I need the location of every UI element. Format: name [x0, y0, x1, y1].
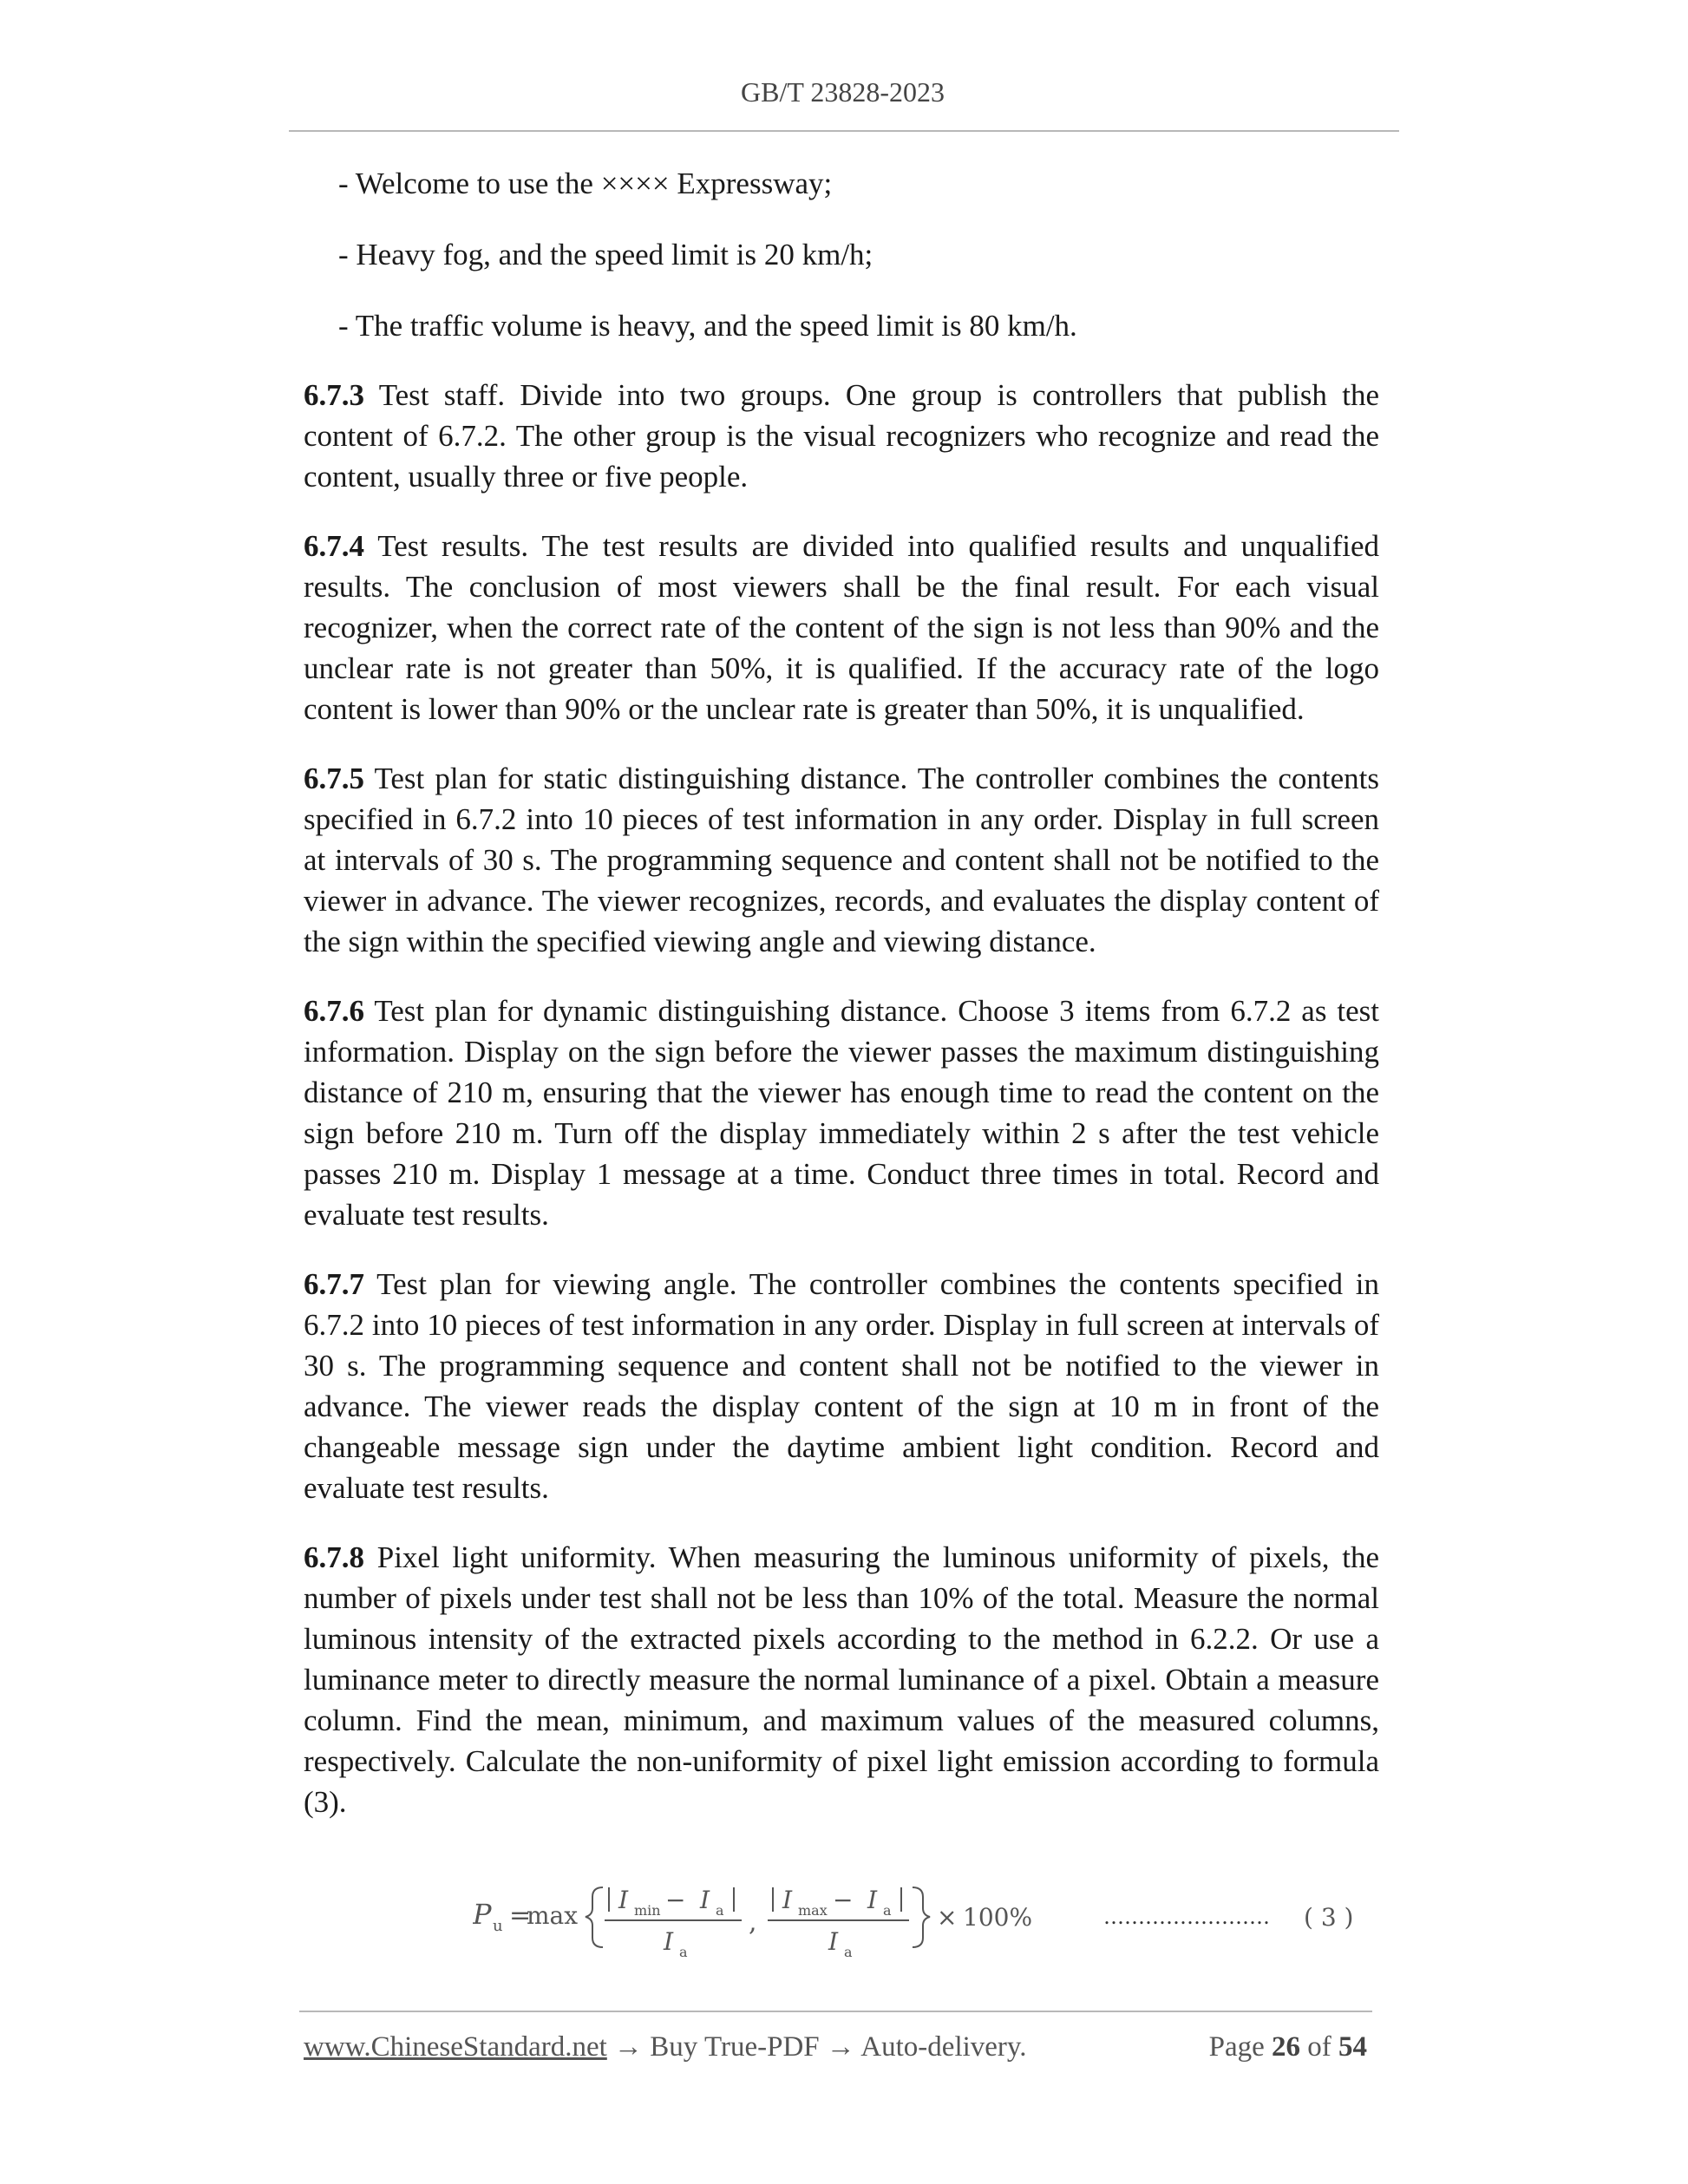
formula-number: ( 3 ) — [1304, 1903, 1354, 1932]
bullet-heavy-fog: - Heavy fog, and the speed limit is 20 km/h; — [338, 238, 873, 271]
clause-number: 6.7.7 — [304, 1267, 364, 1301]
right-brace-shape — [913, 1887, 930, 1947]
clause-number: 6.7.6 — [304, 994, 364, 1028]
document-body — [304, 163, 1379, 1851]
clause-6-7-7 — [304, 1264, 1379, 1508]
promo-text: → Buy True-PDF → Auto-delivery. — [606, 2031, 1027, 2063]
term2-top-a: I — [782, 1886, 793, 1914]
formula-percent: 100% — [963, 1903, 1033, 1932]
formula-separator: , — [749, 1907, 757, 1938]
page-header: GB/T 23828-2023 — [741, 76, 945, 108]
term1-minus: − — [665, 1886, 686, 1914]
footer-divider — [299, 2011, 1372, 2012]
formula-times: × — [937, 1903, 958, 1932]
clause-text: Test staff. Divide into two groups. One group is controllers that publish the content of 6.7.2. The other group is the visual recognizers who recognize and read the content, usually three or five people. — [304, 378, 1380, 494]
formula-equals: = — [509, 1900, 532, 1931]
term1-denominator-sub: a — [679, 1944, 688, 1960]
page-current: 26 — [1272, 2031, 1300, 2063]
clause-number: 6.7.8 — [304, 1540, 364, 1574]
formula-leader-dots: …………………… — [1103, 1905, 1270, 1929]
clause-6-7-6 — [304, 991, 1379, 1235]
formula-graphic — [473, 1875, 1384, 1962]
term1-top-a: I — [618, 1886, 629, 1914]
site-link[interactable]: www.ChineseStandard.net — [304, 2031, 607, 2063]
formula-max: max — [527, 1901, 579, 1930]
page-word: Page — [1208, 2031, 1265, 2063]
clause-number: 6.7.5 — [304, 762, 364, 795]
clause-text: Test plan for static distinguishing distance. The controller combines the contents specified in 6.7.2 into 10 pieces of test information in any order. Display in full screen at intervals of 30 s. The programming sequence and content shall not be notified to the viewer in advance. The viewer recognizes, records, and evaluates the display content of the sign within the specified viewing angle and viewing distance. — [304, 762, 1379, 958]
header-divider — [289, 130, 1399, 132]
formula-lhs-subscript: u — [493, 1917, 503, 1935]
term2-denominator: I — [828, 1927, 839, 1956]
term2-minus: − — [833, 1886, 854, 1914]
term2-denominator-sub: a — [844, 1944, 853, 1960]
clause-text: Test plan for viewing angle. The controller combines the contents specified in 6.7.2 into 10 pieces of test information in any order. Display in full screen at intervals of 30 s. The programming sequence and content shall not be notified to the viewer in advance. The viewer reads the display content of the sign at 10 m in front of the changeable message sign under the daytime ambient light condition. Record and evaluate test results. — [304, 1267, 1380, 1505]
term2-top-b: I — [867, 1886, 878, 1914]
term1-top-b-sub: a — [716, 1902, 724, 1919]
term1-top-b: I — [700, 1886, 710, 1914]
clause-text: Test results. The test results are divided into qualified results and unqualified results. The conclusion of most viewers shall be the final result. For each visual recognizer, when the correct rate of the content of the sign is not less than 90% and the unclear rate is not greater than 50%, it is qualified. If the accuracy rate of the logo content is lower than 90% or the unclear rate is greater than 50%, it is unqualified. — [304, 529, 1379, 726]
clause-number: 6.7.4 — [304, 529, 364, 563]
page-indicator — [1209, 2031, 1367, 2063]
clause-6-7-4 — [304, 526, 1379, 729]
term2-top-b-sub: a — [883, 1902, 892, 1919]
bullet-traffic-volume: - The traffic volume is heavy, and the speed limit is 80 km/h. — [338, 309, 1077, 343]
page-total: 54 — [1338, 2031, 1367, 2063]
clause-text: Pixel light uniformity. When measuring the luminous uniformity of pixels, the number of pixels under test shall not be less than 10% of the total. Measure the normal luminous intensity of the extracted pixels according to the method in 6.2.2. Or use a luminance meter to directly measure the normal luminance of a pixel. Obtain a measure column. Find the mean, minimum, and maximum values of the measured columns, respectively. Calculate the non-uniformity of pixel light emission according to formula (3). — [304, 1540, 1380, 1819]
term1-denominator: I — [664, 1927, 674, 1956]
left-brace-shape — [586, 1887, 603, 1947]
footer-promo — [304, 2031, 1027, 2063]
clause-6-7-3 — [304, 375, 1379, 497]
clause-number: 6.7.3 — [304, 378, 364, 412]
formula-3 — [473, 1875, 1384, 1962]
clause-6-7-5 — [304, 758, 1379, 962]
bullet-welcome: - Welcome to use the ×××× Expressway; — [338, 167, 833, 200]
term1-top-a-sub: min — [634, 1902, 661, 1919]
term2-top-a-sub: max — [798, 1902, 828, 1919]
formula-lhs-symbol: P — [473, 1898, 492, 1931]
clause-text: Test plan for dynamic distinguishing distance. Choose 3 items from 6.7.2 as test information. Display on the sign before the viewer passes the maximum distinguishing distance of 210 m, ensuring that the viewer has enough time to read the content on the sign before 210 m. Turn off the display immediately within 2 s after the test vehicle passes 210 m. Display 1 message at a time. Conduct three times in total. Record and evaluate test results. — [304, 994, 1380, 1232]
clause-6-7-8 — [304, 1537, 1379, 1822]
of-word: of — [1307, 2031, 1331, 2063]
